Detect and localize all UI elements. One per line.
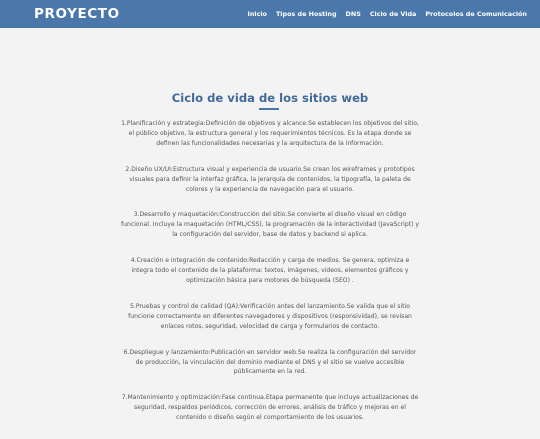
main-content xyxy=(0,28,540,422)
stage-despliegue: 6.Despliegue y lanzamiento:Publicación en servidor web.Se realiza la configuración del servidor de producción, la vinculación del dominio mediante el DNS y el sitio se vuelve accesible públicamente en la red. xyxy=(123,348,417,376)
stage-mantenimiento: 7.Mantenimiento y optimización:Fase continua.Etapa permanente que incluye actualizaciones de seguridad, respaldos periódicos, corrección de errores, análisis de tráfico y mejoras en el contenido o diseño según el comportamiento de los usuarios. xyxy=(121,394,419,422)
stage-diseno: 2.Diseño UX/UI:Estructura visual y experiencia de usuario.Se crean los wireframes y prototipos visuales para definir la interfaz gráfica, la jerarquía de contenidos, la tipografía, la paleta de colores y la experiencia de navegación para el usuario. xyxy=(125,165,415,193)
nav-link-inicio[interactable]: Inicio xyxy=(247,10,267,18)
nav-link-dns[interactable]: DNS xyxy=(345,10,361,18)
stage-pruebas: 5.Pruebas y control de calidad (QA):Verificación antes del lanzamiento.Se valida que el sitio funcione correctamente en diferentes navegadores y dispositivos (responsividad), se revisan enlaces rotos, seguridad, velocidad de carga y formularios de contacto. xyxy=(128,302,412,330)
top-navbar xyxy=(0,0,540,28)
brand-logo[interactable]: PROYECTO xyxy=(34,6,120,22)
nav-menu xyxy=(247,10,527,18)
stage-planificacion: 1.Planificación y estrategia:Definición de objetivos y alcance.Se establecen los objetivos del sitio, el público objetivo, la estructura general y los requerimientos técnicos. Es la etapa donde se definen las funcionalidades necesarias y la arquitectura de la información. xyxy=(121,120,419,147)
nav-link-tipos-de-hosting[interactable]: Tipos de Hosting xyxy=(275,10,337,18)
lifecycle-stages xyxy=(120,119,420,439)
page-title: Ciclo de vida de los sitios web xyxy=(171,91,369,105)
nav-link-ciclo-de-vida[interactable]: Ciclo de Vida xyxy=(369,10,417,18)
stage-contenido: 4.Creación e integración de contenido:Redacción y carga de medios. Se genera, optimiza e integra todo el contenido de la plataforma: textos, imágenes, videos, elementos gráficos y optimización básica para motores de búsqueda (SEO) . xyxy=(130,257,410,284)
stage-desarrollo: 3.Desarrollo y maquetación:Construcción del sitio.Se convierte el diseño visual en código funcional. Incluye la maquetación (HTML/CSS), la programación de la interactividad (JavaScript) y la configuración del servidor, base de datos y backend si aplica. xyxy=(120,211,420,239)
nav-link-protocolos-de-comunicacion[interactable]: Protocolos de Comunicación xyxy=(425,10,527,18)
title-underline xyxy=(259,108,279,110)
